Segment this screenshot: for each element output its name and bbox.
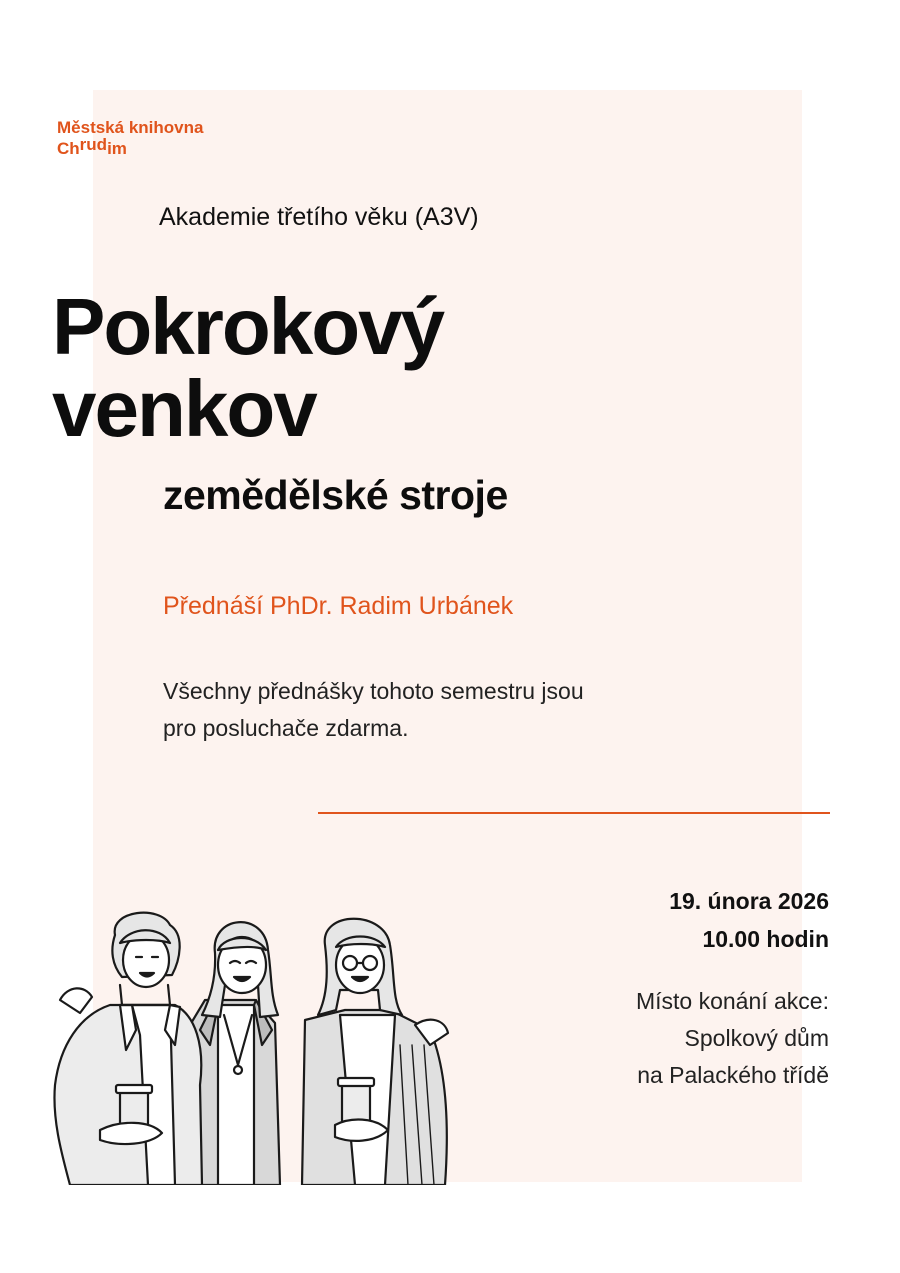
title-line-2: venkov (52, 364, 316, 453)
library-logo (57, 117, 203, 159)
venue-label: Místo konání akce: (635, 988, 829, 1014)
note-line-1: Všechny přednášky tohoto semestru jsou (163, 678, 584, 704)
divider (318, 812, 830, 814)
event-datetime (669, 882, 829, 958)
venue-line-1: Spolkový dům (684, 1025, 829, 1051)
three-women-illustration (40, 905, 480, 1185)
event-venue (636, 983, 829, 1094)
event-time: 10.00 hodin (702, 926, 829, 952)
lecture-topic: zemědělské stroje (163, 472, 508, 518)
venue-line-2: na Palackého třídě (637, 1062, 829, 1088)
woman-right (302, 919, 448, 1185)
logo-line-1: Městská knihovna (57, 118, 204, 137)
event-date: 19. února 2026 (669, 888, 829, 914)
logo-line-2: Chrudim (57, 135, 127, 158)
lecturer: Přednáší PhDr. Radim Urbánek (163, 592, 514, 620)
title-line-1: Pokrokový (52, 282, 444, 371)
note-line-2: pro posluchače zdarma. (163, 715, 409, 741)
woman-middle (190, 922, 280, 1185)
event-series: Akademie třetího věku (A3V) (159, 203, 479, 231)
free-admission-note (163, 673, 584, 747)
woman-left (54, 913, 202, 1185)
lecture-title (52, 282, 444, 453)
